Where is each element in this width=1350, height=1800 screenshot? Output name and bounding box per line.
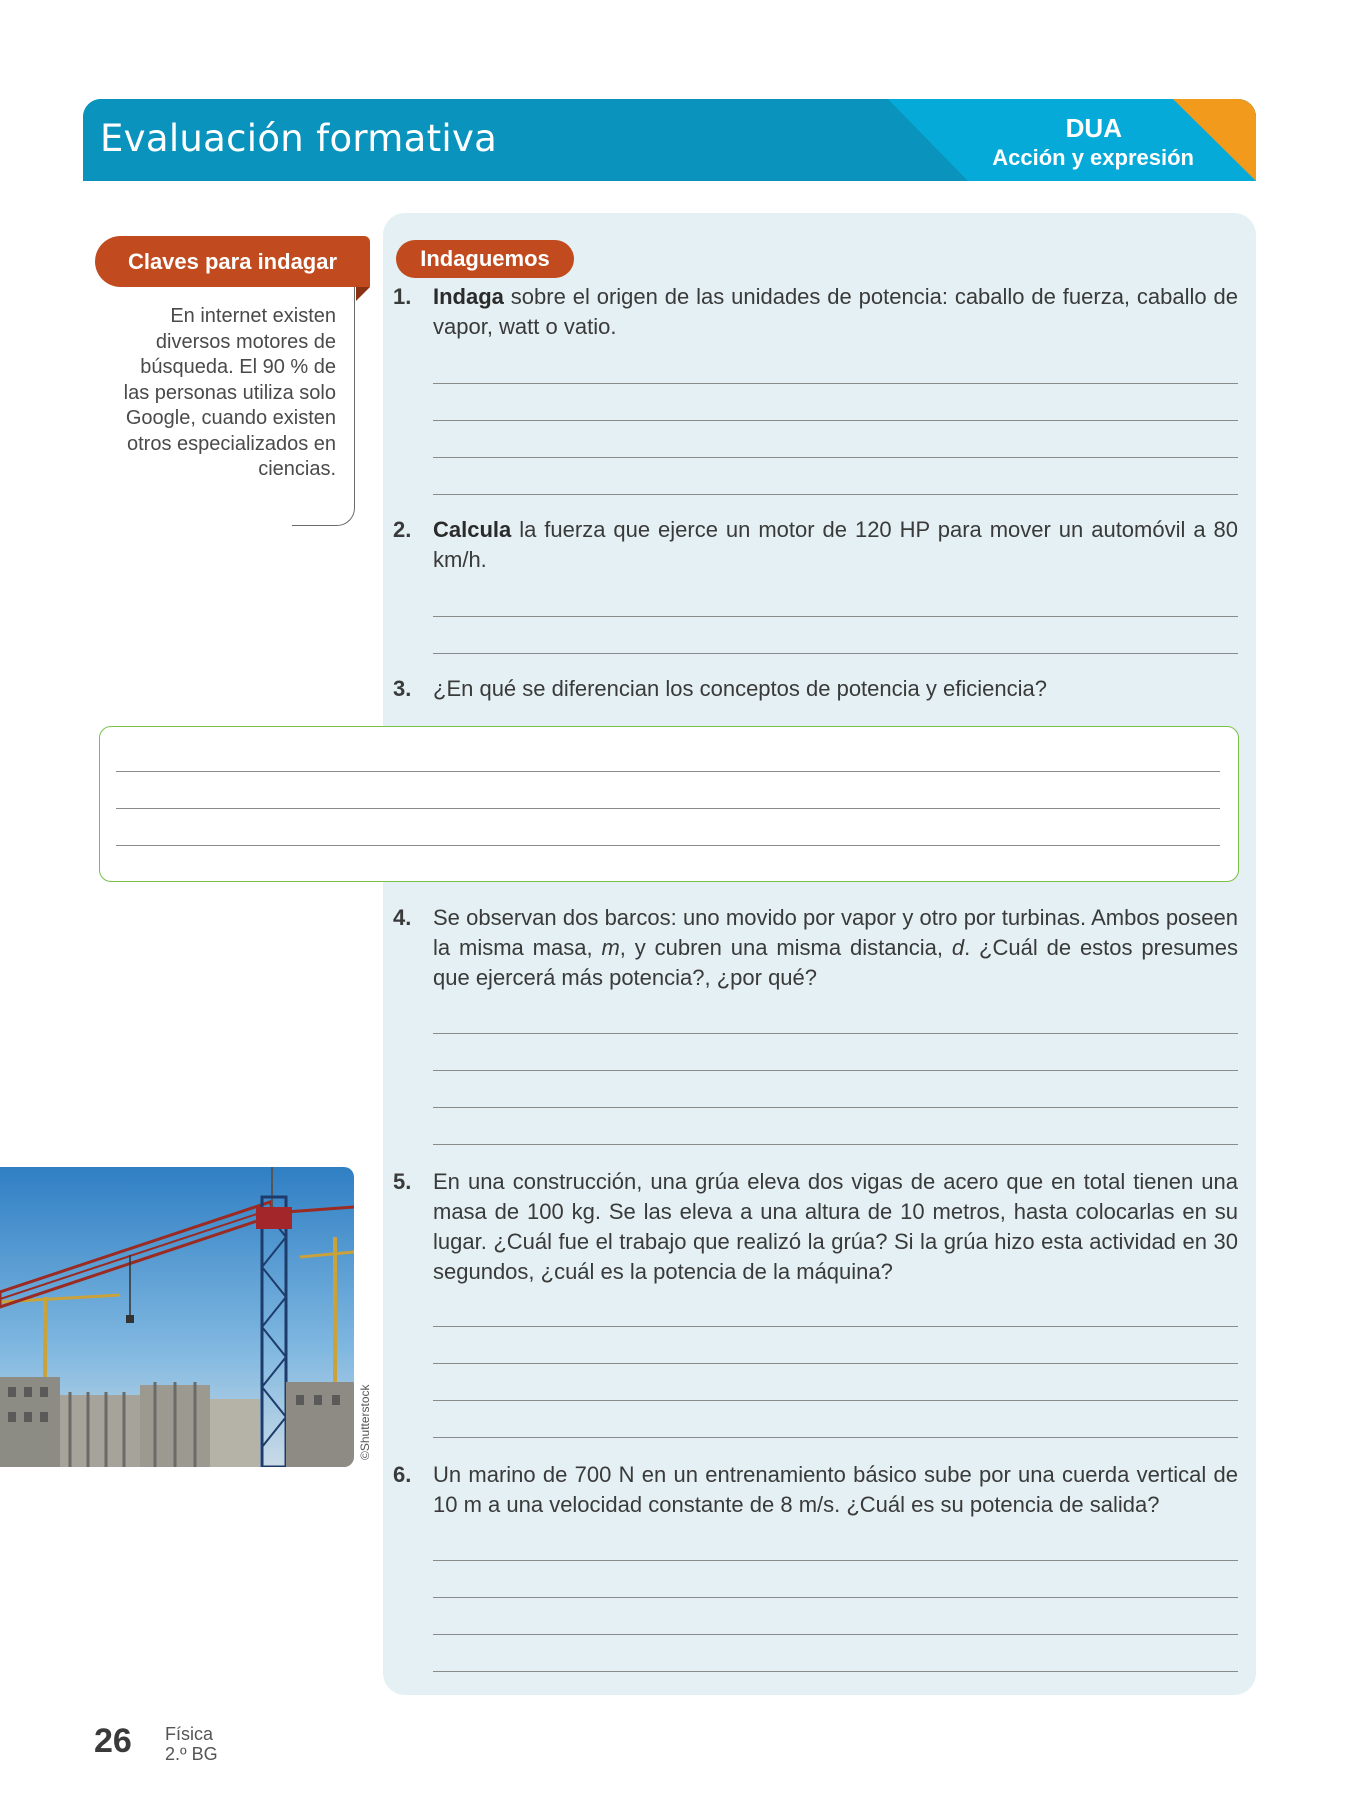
answer-line[interactable] <box>433 494 1238 495</box>
answer-line[interactable] <box>116 808 1220 809</box>
question-text: la fuerza que ejerce un motor de 120 HP para mover un automóvil a 80 km/h. <box>433 517 1238 572</box>
question-number: 1. <box>393 284 412 309</box>
grade-label: 2.º BG <box>165 1744 218 1764</box>
question-number: 4. <box>393 905 412 930</box>
dua-label: DUA <box>1065 113 1122 143</box>
photo-credit: ©Shutterstock <box>358 1384 372 1460</box>
question-text: Un marino de 700 N en un entrenamiento básico sube por una cuerda vertical de 10 m a una velocidad constante de 8 m/s. ¿Cuál es su potencia de salida? <box>433 1462 1238 1517</box>
answer-line[interactable] <box>433 1144 1238 1145</box>
question-6 <box>393 1460 1238 1520</box>
page-number: 26 <box>94 1722 132 1760</box>
question-1 <box>393 282 1238 342</box>
question-text: sobre el origen de las unidades de potencia: caballo de fuerza, caballo de vapor, watt o vatio. <box>433 284 1238 339</box>
subject-name: Física <box>165 1724 214 1744</box>
question-number: 5. <box>393 1169 412 1194</box>
answer-line[interactable] <box>433 1671 1238 1672</box>
question-text: En una construcción, una grúa eleva dos vigas de acero que en total tienen una masa de 100 kg. Se las eleva a una altura de 10 metros, hasta colocarlas en su lugar. ¿Cuál fue el trabajo que realizó la grúa? Si la grúa hizo esta actividad en 30 segundos, ¿cuál es la potencia de la máquina? <box>433 1169 1238 1284</box>
question-text: Se observan dos barcos: uno movido por vapor y otro por turbinas. Ambos poseen la misma masa, <box>433 905 1238 960</box>
answer-line[interactable] <box>433 1437 1238 1438</box>
variable-d: d <box>951 935 965 960</box>
question-verb: Calcula <box>433 517 512 542</box>
footer-subject <box>165 1724 218 1764</box>
section-header <box>83 99 1256 181</box>
answer-line[interactable] <box>433 1326 1238 1327</box>
question-number: 3. <box>393 676 412 701</box>
answer-line[interactable] <box>116 845 1220 846</box>
crane-photo <box>0 1167 354 1467</box>
answer-line[interactable] <box>433 1597 1238 1598</box>
question-3 <box>393 674 1238 704</box>
question-4 <box>393 903 1238 993</box>
answer-line[interactable] <box>433 1363 1238 1364</box>
indaguemos-tab: Indaguemos <box>396 240 574 278</box>
answer-line[interactable] <box>433 420 1238 421</box>
variable-m: m <box>601 935 620 960</box>
question-2 <box>393 515 1238 575</box>
question-text: . ¿Cuál de estos presumes que ejercerá más potencia?, ¿por qué? <box>433 935 1238 990</box>
answer-line[interactable] <box>433 1033 1238 1034</box>
page-title: Evaluación formativa <box>100 117 498 160</box>
answer-line[interactable] <box>433 616 1238 617</box>
question-number: 6. <box>393 1462 412 1487</box>
answer-box <box>99 726 1239 882</box>
tab-fold <box>356 287 370 301</box>
question-text: , y cubren una misma distancia, <box>619 935 952 960</box>
answer-line[interactable] <box>116 771 1220 772</box>
answer-line[interactable] <box>433 653 1238 654</box>
dua-subtitle: Acción y expresión <box>992 145 1194 170</box>
answer-line[interactable] <box>433 1560 1238 1561</box>
question-verb: Indaga <box>433 284 504 309</box>
answer-line[interactable] <box>433 1070 1238 1071</box>
question-text: ¿En qué se diferencian los conceptos de potencia y eficiencia? <box>433 676 1047 701</box>
question-5 <box>393 1167 1238 1287</box>
answer-line[interactable] <box>433 1107 1238 1108</box>
question-number: 2. <box>393 517 412 542</box>
answer-line[interactable] <box>433 1634 1238 1635</box>
answer-line[interactable] <box>433 1400 1238 1401</box>
construction-crane-image <box>0 1167 354 1467</box>
answer-line[interactable] <box>433 457 1238 458</box>
claves-text: En internet existen diversos motores de búsqueda. El 90 % de las personas utiliza solo Google, cuando existen otros especializados en ciencias. <box>123 305 336 480</box>
answer-line[interactable] <box>433 383 1238 384</box>
claves-tab: Claves para indagar <box>95 236 370 287</box>
